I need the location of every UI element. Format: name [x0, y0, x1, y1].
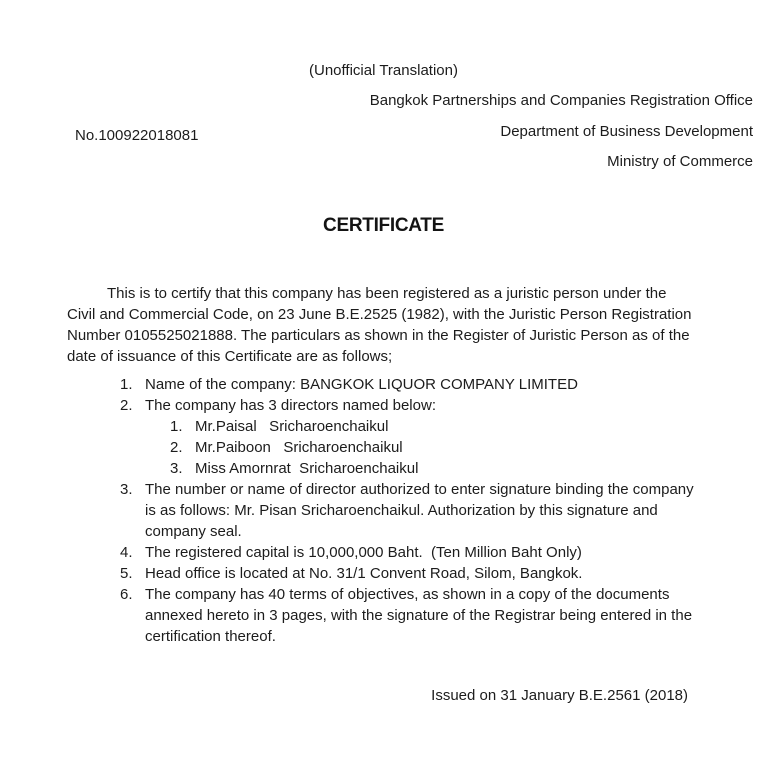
- office-line-registration-office: Bangkok Partnerships and Companies Registration Office: [369, 92, 753, 109]
- director-name: Mr.Paisal Sricharoenchaikul: [195, 418, 389, 435]
- certificate-body: [67, 283, 727, 647]
- list-item-company-name: [67, 374, 727, 395]
- list-item-text: [145, 542, 727, 563]
- list-item-number: 1.: [120, 376, 133, 393]
- office-line-ministry: Ministry of Commerce: [607, 153, 753, 170]
- list-item-number: 2.: [120, 397, 133, 414]
- sub-list-item-director: [170, 458, 727, 479]
- sub-list-item-director: [170, 437, 727, 458]
- translation-note: (Unofficial Translation): [309, 62, 458, 79]
- text-line: The company has 3 directors named below:: [145, 397, 436, 414]
- list-item-text: [145, 479, 727, 542]
- list-item-head-office: [67, 563, 727, 584]
- sub-list-item-number: 3.: [170, 460, 183, 477]
- list-item-text: [145, 374, 727, 395]
- list-item-text: [145, 395, 727, 479]
- list-item-directors: [67, 395, 727, 479]
- director-name: Miss Amornrat Sricharoenchaikul: [195, 460, 419, 477]
- text-line: is as follows: Mr. Pisan Sricharoenchaikul. Authorization by this signature and: [145, 502, 658, 519]
- text-line: Head office is located at No. 31/1 Convent Road, Silom, Bangkok.: [145, 565, 583, 582]
- list-item-authorized-signature: [67, 479, 727, 542]
- list-item-objectives: [67, 584, 727, 647]
- intro-line: This is to certify that this company has been registered as a juristic person under the: [107, 285, 667, 302]
- sub-list-item-number: 1.: [170, 418, 183, 435]
- text-line: company seal.: [145, 523, 242, 540]
- list-item-text: [145, 584, 727, 647]
- intro-paragraph: [67, 283, 727, 367]
- issued-date-line: Issued on 31 January B.E.2561 (2018): [431, 687, 688, 704]
- text-line: The number or name of director authorized to enter signature binding the company: [145, 481, 694, 498]
- intro-line: Number 0105525021888. The particulars as shown in the Register of Juristic Person as of the: [67, 327, 690, 344]
- list-item-number: 5.: [120, 565, 133, 582]
- text-line: certification thereof.: [145, 628, 276, 645]
- sub-list-item-number: 2.: [170, 439, 183, 456]
- text-line: The registered capital is 10,000,000 Baht. (Ten Million Baht Only): [145, 544, 582, 561]
- list-item-registered-capital: [67, 542, 727, 563]
- certificate-title: CERTIFICATE: [323, 215, 444, 236]
- list-item-number: 6.: [120, 586, 133, 603]
- intro-line: date of issuance of this Certificate are as follows;: [67, 348, 393, 365]
- text-line: The company has 40 terms of objectives, as shown in a copy of the documents: [145, 586, 670, 603]
- list-item-number: 3.: [120, 481, 133, 498]
- doc-number: No.100922018081: [75, 127, 199, 144]
- list-item-text: [145, 563, 727, 584]
- sub-list-item-director: [170, 416, 727, 437]
- text-line: annexed hereto in 3 pages, with the signature of the Registrar being entered in the: [145, 607, 693, 624]
- office-line-department: Department of Business Development: [500, 123, 753, 140]
- director-name: Mr.Paiboon Sricharoenchaikul: [195, 439, 403, 456]
- list-item-number: 4.: [120, 544, 133, 561]
- intro-line: Civil and Commercial Code, on 23 June B.E.2525 (1982), with the Juristic Person Registration: [67, 306, 692, 323]
- text-line: Name of the company: BANGKOK LIQUOR COMPANY LIMITED: [145, 376, 578, 393]
- particulars-list: [67, 374, 727, 647]
